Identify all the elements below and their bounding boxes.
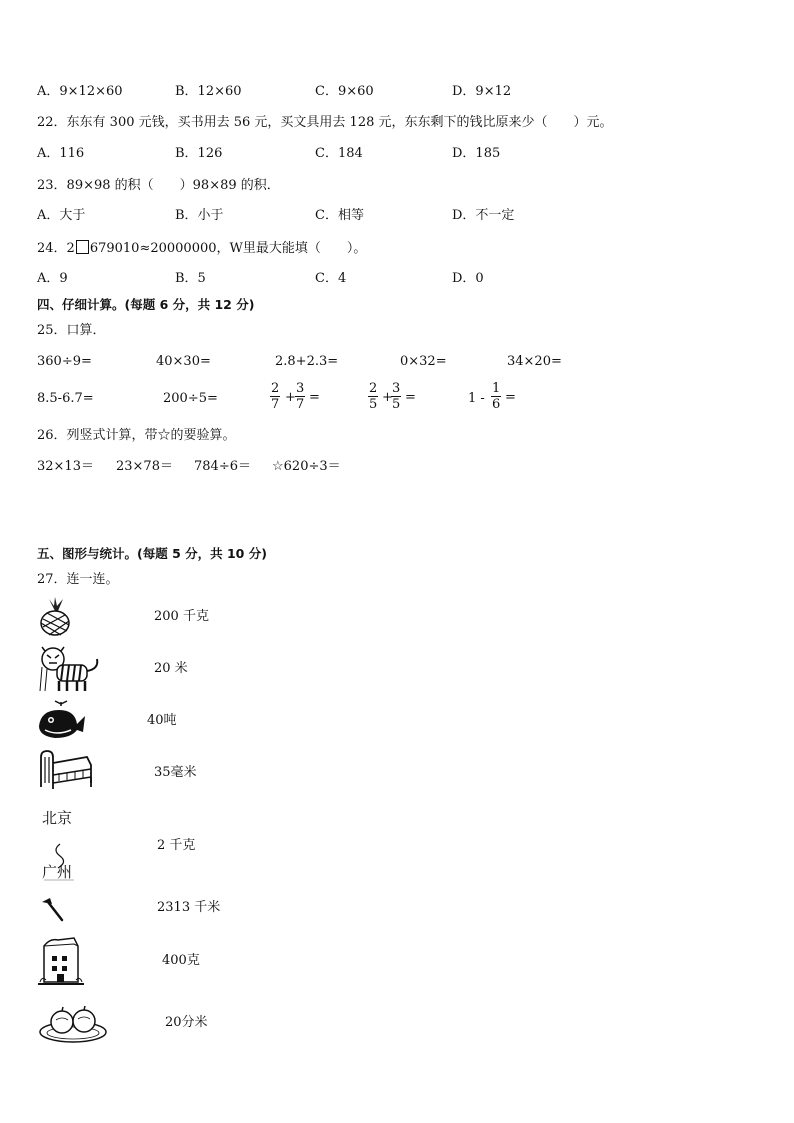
q25-item-3: 2.8+2.3= (275, 354, 339, 369)
q24-text-before: 24．2 (37, 241, 75, 256)
bed-icon (37, 747, 93, 791)
building-icon (38, 932, 84, 986)
q24-option-c: C．4 (315, 271, 347, 286)
q25-frac1-b-num: 3 (296, 381, 305, 396)
q26-item-1: 32×13＝ (37, 459, 94, 474)
q25-item-7: 200÷5= (163, 391, 218, 406)
q25-frac3-lead: 1 - (468, 391, 485, 406)
q25-frac2-a-num: 2 (369, 381, 378, 396)
q25-frac2-a-den: 5 (369, 397, 378, 412)
q25-frac3-eq: = (505, 390, 516, 405)
q22-option-a: A．116 (37, 146, 85, 161)
q25-item-4: 0×32= (400, 354, 447, 369)
nail-icon (40, 896, 66, 922)
q21-option-d: D．9×12 (452, 84, 512, 99)
q25-item-5: 34×20= (507, 354, 562, 369)
q25-frac3 (491, 381, 501, 412)
q23-text: 23．89×98 的积（ ）98×89 的积． (37, 178, 280, 193)
q25-frac2-b (391, 381, 401, 412)
q25-frac1-eq: = (309, 390, 320, 405)
q25-frac3-den: 6 (492, 397, 501, 412)
q24-option-b: B．5 (175, 271, 206, 286)
q25-frac1-op: + (285, 390, 296, 405)
q27-label-2: 20 米 (154, 661, 188, 676)
q21-option-b: B．12×60 (175, 84, 242, 99)
q25-frac2-b-num: 3 (392, 381, 401, 396)
q22-text: 22．东东有 300 元钱，买书用去 56 元，买文具用去 128 元，东东剩下的钱比原来少（ ）元。 (37, 115, 613, 130)
q24-option-a: A．9 (37, 271, 68, 286)
q27-label-4: 35毫米 (154, 765, 197, 780)
q26-item-4: ☆620÷3＝ (272, 459, 341, 474)
q25-frac1-a-num: 2 (271, 381, 280, 396)
q25-item-1: 360÷9= (37, 354, 92, 369)
q26-item-2: 23×78＝ (116, 459, 173, 474)
q27-label-8: 20分米 (165, 1015, 208, 1030)
q26-item-3: 784÷6＝ (194, 459, 251, 474)
q27-label-3: 40吨 (147, 713, 177, 728)
q25-frac1-b-den: 7 (296, 397, 305, 412)
q26-title: 26．列竖式计算，带☆的要验算。 (37, 428, 236, 443)
q22-option-d: D．185 (452, 146, 501, 161)
pineapple-icon (37, 597, 73, 637)
q21-option-c: C．9×60 (315, 84, 374, 99)
q24-text-after: 679010≈20000000，W里最大能填（ ）。 (89, 241, 367, 256)
q25-frac2-b-den: 5 (392, 397, 401, 412)
whale-icon (37, 700, 87, 740)
q25-frac2-op: + (382, 390, 393, 405)
q27-label-7: 400克 (162, 953, 200, 968)
q24-blank-box (76, 240, 89, 254)
q25-frac1-a (270, 381, 280, 412)
q27-title: 27．连一连。 (37, 572, 119, 587)
q27-label-1: 200 千克 (154, 609, 209, 624)
q27-label-5: 2 千克 (157, 838, 196, 853)
q24-text (37, 240, 366, 257)
q22-option-b: B．126 (175, 146, 223, 161)
section4-title: 四、仔细计算。(每题 6 分，共 12 分) (37, 297, 255, 312)
q23-option-c: C．相等 (315, 208, 364, 223)
q23-option-b: B．小于 (175, 208, 224, 223)
q25-frac2-a (368, 381, 378, 412)
q25-frac1-a-den: 7 (271, 397, 280, 412)
q25-frac2-eq: = (405, 390, 416, 405)
fruit-plate-icon (38, 1002, 108, 1044)
q23-option-d: D．不一定 (452, 208, 515, 223)
q27-label-6: 2313 千米 (157, 900, 221, 915)
q23-option-a: A．大于 (37, 208, 86, 223)
q25-item-2: 40×30= (156, 354, 211, 369)
q21-option-a: A．9×12×60 (37, 84, 123, 99)
q25-frac3-num: 1 (492, 381, 501, 396)
q25-item-6: 8.5-6.7= (37, 391, 94, 406)
section5-title: 五、图形与统计。(每题 5 分，共 10 分) (37, 546, 267, 561)
q22-option-c: C．184 (315, 146, 363, 161)
tiger-icon (37, 645, 103, 695)
q25-title: 25．口算． (37, 323, 106, 338)
q24-option-d: D．0 (452, 271, 484, 286)
q25-frac1-b (295, 381, 305, 412)
map-label-beijing: 北京 (42, 809, 73, 827)
map-label-guangzhou: 广州 (42, 863, 73, 881)
